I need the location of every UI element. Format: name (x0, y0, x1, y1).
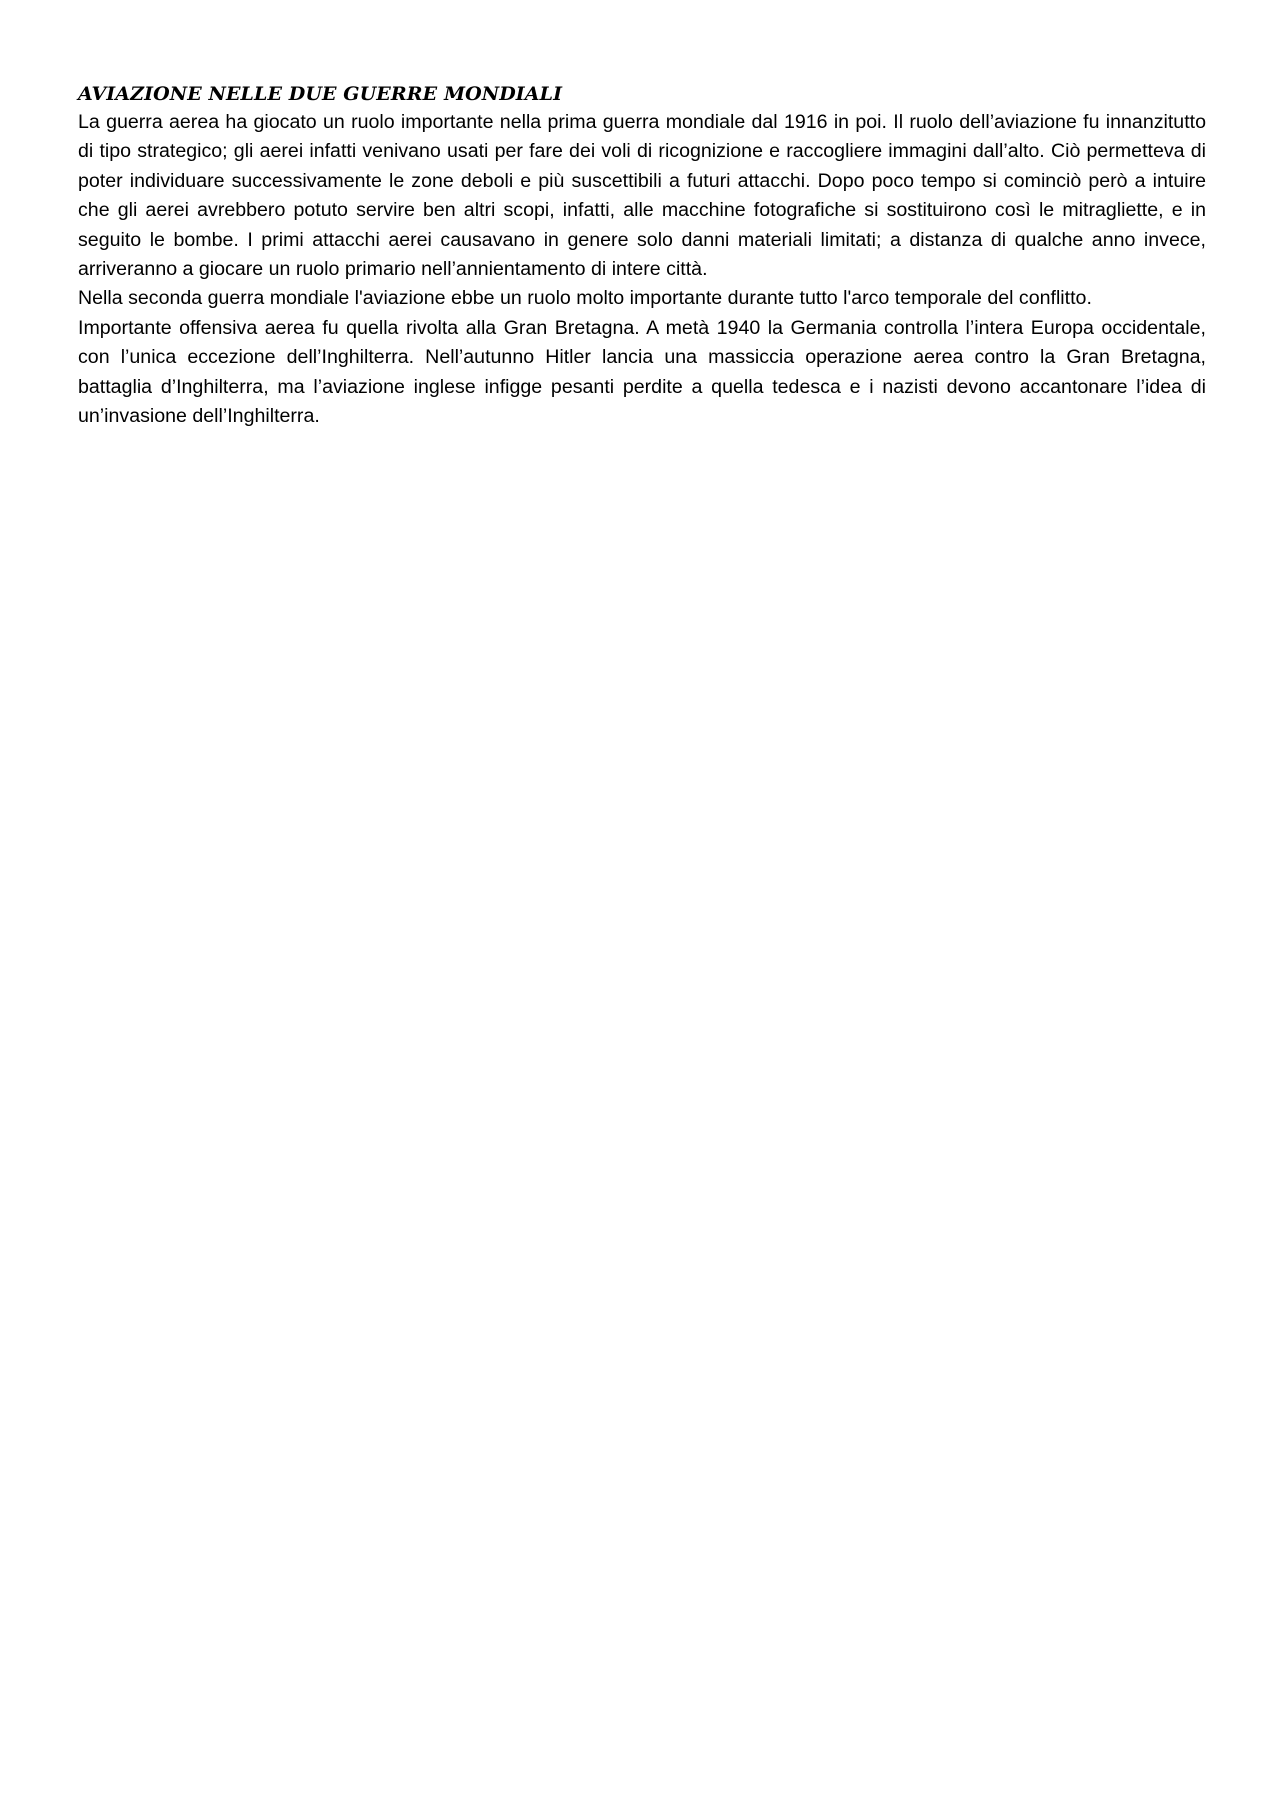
document-body (78, 80, 1206, 431)
document-title: AVIAZIONE NELLE DUE GUERRE MONDIALI (78, 83, 563, 105)
paragraph-second-world-war: Nella seconda guerra mondiale l'aviazione ebbe un ruolo molto importante durante tutto l'arco temporale del conflitto. (78, 287, 1092, 310)
paragraph-first-world-war: La guerra aerea ha giocato un ruolo importante nella prima guerra mondiale dal 1916 in poi. Il ruolo dell’aviazione fu innanzitutto di tipo strategico; gli aerei infatti venivano usati per fare dei voli di ricognizione e raccogliere immagini dall’alto. Ciò permetteva di poter individuare successivamente le zone deboli e più suscettibili a futuri attacchi. Dopo poco tempo si cominciò però a intuire che gli aerei avrebbero potuto servire ben altri scopi, infatti, alle macchine fotografiche si sostituirono così le mitragliette, e in seguito le bombe. I primi attacchi aerei causavano in genere solo danni materiali limitati; a distanza di qualche anno invece, arriveranno a giocare un ruolo primario nell’annientamento di intere città. (78, 111, 1206, 281)
paragraph-battle-of-britain: Importante offensiva aerea fu quella rivolta alla Gran Bretagna. A metà 1940 la Germania controlla l’intera Europa occidentale, con l’unica eccezione dell’Inghilterra. Nell’autunno Hitler lancia una massiccia operazione aerea contro la Gran Bretagna, battaglia d’Inghilterra, ma l’aviazione inglese infigge pesanti perdite a quella tedesca e i nazisti devono accantonare l’idea di un’invasione dell’Inghilterra. (78, 316, 1206, 428)
